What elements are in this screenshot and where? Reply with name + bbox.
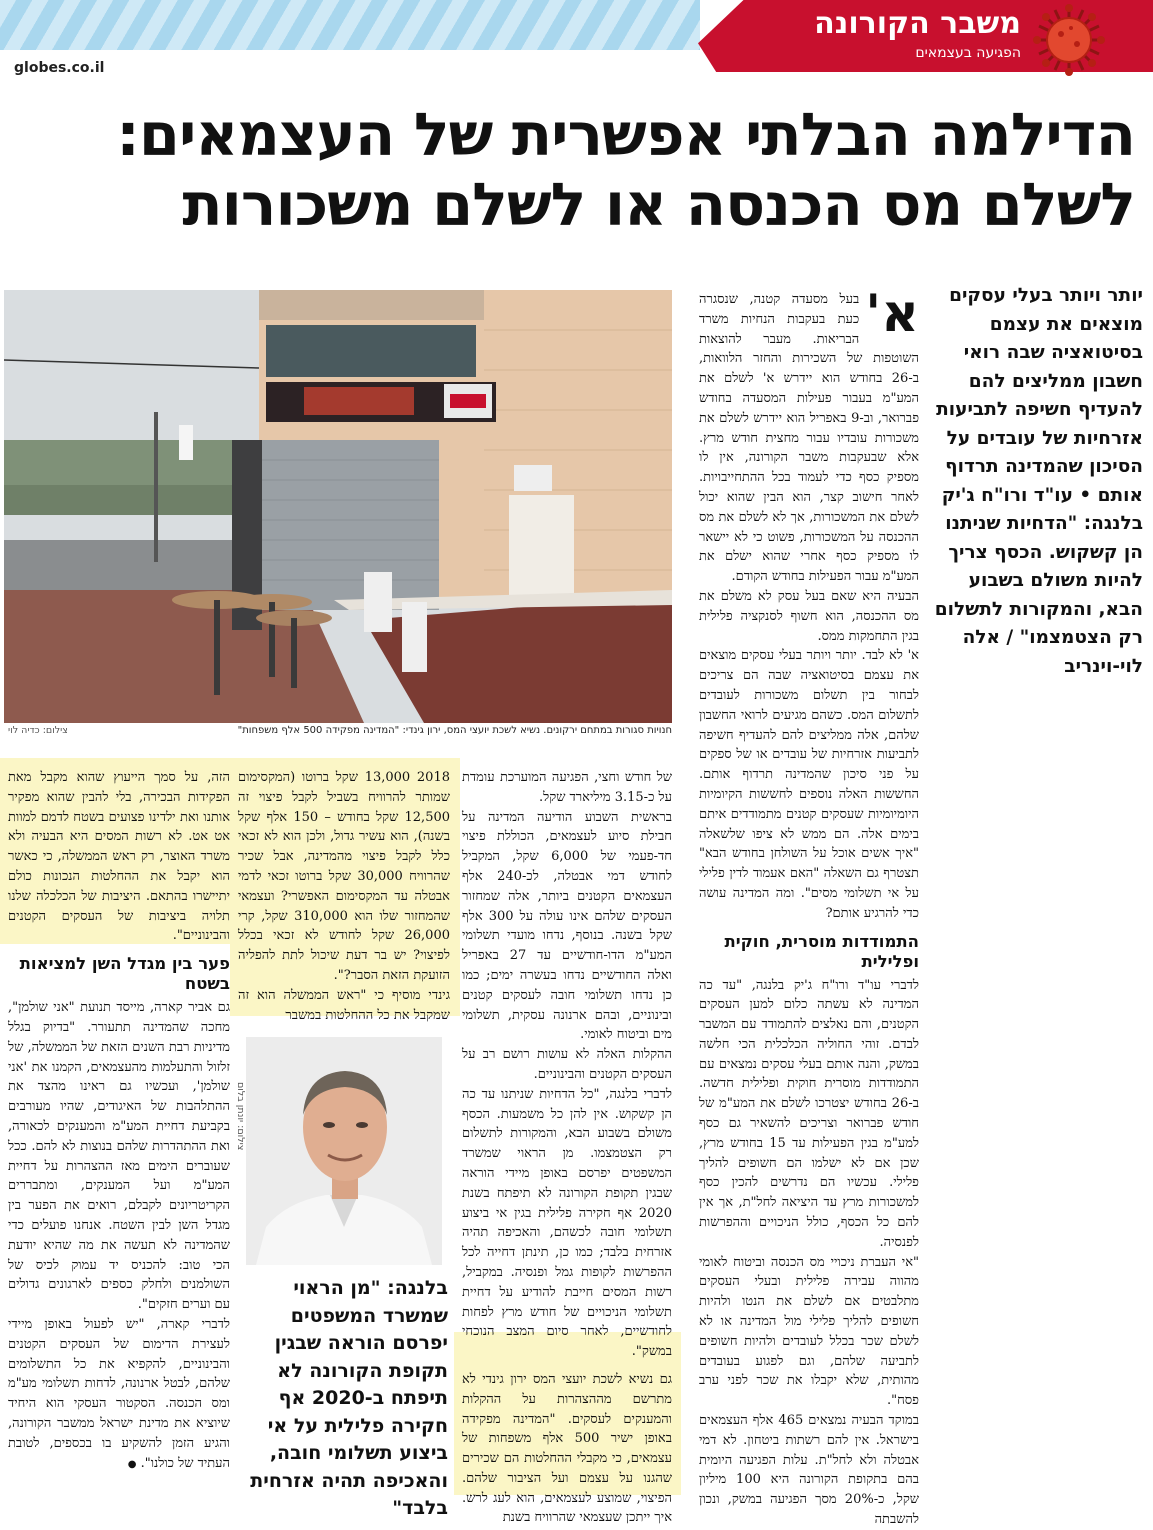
subheading: התמודדות מוסרית, חוקית ופלילית	[724, 931, 919, 971]
paragraph-text: לדברי קארה, "יש לפעול באופן מיידי לעצירת הדימום של העסקים הקטנים והבינוניים, להקפיא את כל התשלומים שלהם, לבטל ארנונה, לדחות תשלומי מע"מ ומס הכנסה. הסקטור העסקי הוא היחיד שיוציא את מדינת ישראל ממשבר הקורונה, והגיע הזמן להשקיע בו בכספים, לטובת העתיד של כולנו".	[8, 1316, 230, 1471]
article-column-1	[699, 284, 919, 1530]
paragraph: לדברי עו"ד ורו"ח ג'יק בלנגה, "עד כה המדינה לא עשתה כלום למען העסקים הקטנים, והם נאלצים להתמודד עם המשבר לבדם. זוהי החוליה הכלכלית הכי חלשה במשק, והנה אותם בעלי עסקים נמצאים עם התמודדות מוסרית חוקית ופלילית חדשה. ב-26 בחודש יצטרכו לשלם את המע"מ של חודש פברואר וצריכים להשאיר גם כסף למע"מ בגין הפעילות עד 15 בחודש מרץ, שכן אם לא ישלמו הם חשופים להליך פלילי. עכשיו הם נדרשים להכין כסף למשכורות מרץ עד היציאה לחל"ת, אך אין להם כל הכסף, כולל הניכויים וההפרשות לפנסיה.	[699, 977, 919, 1250]
paragraph: של חודש וחצי, הפגיעה המוערכת עומדת על כ-3.15 מיליארד שקל.	[462, 770, 672, 805]
photo-credit: צילום: כדיה לוי	[8, 725, 68, 736]
section-title: משבר הקורונה	[814, 6, 1021, 41]
paragraph: גינדי מוסיף כי "ראש הממשלה הוא זה שמקבל את כל ההחלטות במשבר	[238, 987, 450, 1023]
portrait-photo	[246, 1037, 442, 1265]
banner-stripes	[0, 0, 700, 50]
paragraph: לדברי בלנגה, "כל הדחיות שניתנו עד כה הן קשקוש. אין להן כל משמעות. הכסף משולם בשבוע הבא, והמקורות לתשלום רק הצטמצמו. מן הראוי שמשרד המשפטים יפרסם באופן מיידי הוראה שבגין תקופת הקורונה לא תיפתח בשנת 2020 אף חקירה פלילית בגין אי ביצוע תשלומי חובה לכשהם, והאכיפה תהיה אזרחית בלבד; כמו כן, תינתן דחייה לכל ההפרשות לקופות גמל ופנסיה. במקביל, רשות המסים חייבת להודיע על דחיית תשלומי הניכויים של חודש מרץ לפחות לחודשיים, לאחר סיום המצב הנוכחי במשק".	[462, 1086, 672, 1360]
paragraph: גם נשיא לשכת יועצי המס ירון גינדי לא מתרשם מההצהרות על ההקלות והמענקים לעסקים. "המדינה מפקידה באופן ישיר 500 אלף משפחות של עצמאים, כי מקבלי ההחלטות הם שכירים שהגנו על עצמם ועל הציבור שלהם. הפיצוי, שמוצע לעצמאים, הוא לעג לרש. איך ייתכן שעצמאי שהרוויח בשנת	[462, 1371, 672, 1526]
pull-quote: בלנגה: "מן הראוי שמשרד המשפטים יפרסם הוראה שבגין תקופת הקורונה לא תיפתח ב-2020 אף חקירה פלילית על אי ביצוע תשלומי חובה, והאכיפה תהיה אזרחית בלבד"	[250, 1277, 448, 1519]
end-mark: ●	[127, 1458, 137, 1470]
paragraph	[8, 1315, 230, 1474]
article-column-4	[8, 768, 230, 1474]
section-banner	[0, 0, 1153, 76]
coronavirus-icon	[1033, 4, 1105, 76]
photo-credit: צילום: יונתן בלום	[235, 1082, 246, 1151]
paragraph: הזה, על סמך הייעוץ שהוא מקבל מאת הפקידות הבכירה, בלי להבין שהוא מפקיר אותנו ואת ילדינו פצועים בשטח לדמם למוות אט אט. לא רשות המסים היא הבעיה ולא משרד האוצר, רק ראש הממשלה, כי כאשר הוא יקבל את ההחלטות הנכונות כולם יתיישרו בהתאם. היציבות של הכלכלה שלנו תלויה ביציבות של העסקים הקטנים והבינוניים".	[8, 770, 230, 944]
drop-cap: א'	[865, 284, 919, 344]
paragraph: בעל מסעדה קטנה, שנסגרה כעת בעקבות הנחיות משרד הבריאות. מעבר להוצאות השוטפות של השכירות והחזר הלוואות, ב-26 בחודש הוא יידרש א' לשלם את המע"מ בעבור פעילות המסעדה בחודש פברואר, וב-9 באפריל הוא יידרש לשלם את משכורות עובדיו עבור מחצית חודש מרץ. אלא שבעקבות משבר הקורונה, אין לו מספיק כסף כדי לעמוד בכל ההתחייבויות. לאחר חישוב קצר, הוא הבין שהוא יכול לשלם את המשכורות, אך לא לשלם את מס ההכנסה על המשכורות, פשוט כי לא יישאר לו מספיק כסף אחרי שהוא ישלם את המע"מ עבור הפעילות בחודש הקודם.	[699, 292, 919, 585]
subheading: פער בין מגדל השן למציאות בשטח	[19, 954, 230, 994]
article-column-2	[462, 768, 672, 1528]
paragraph: 2018 13,000 שקל ברוטו (המקסימום שמותר להרוויח בשביל לקבל פיצוי זה 12,500 שקל בחודש – 150 אלף שקל בשנה), הוא עשיר גדול, ולכן הוא לא זכאי כלל לקבל פיצוי מהמדינה, אבל שכיר שהרוויח 30,000 שקל ברוטו זכאי לדמי אבטלה עד המקסימום האפשרי? ועצמאי שהמחזור שלו הוא 310,000 שקל, קרי 26,000 שקל לחודש לא זכאי בכלל לפיצוי? יש בר דעת שיכול לתת להפליה הזועקת הזאת הסבר?".	[238, 770, 451, 983]
paragraph: ההקלות האלה לא עושות רושם רב על העסקים הקטנים והבינוניים.	[462, 1047, 672, 1082]
photo-caption: חנויות סגורות במתחם ירקונים. נשיא לשכת יועצי המס, ירון גינדי: "המדינה מפקידה 500 אלף משפחות"	[237, 725, 672, 736]
site-url: globes.co.il	[14, 60, 105, 76]
article-column-3	[238, 768, 450, 1025]
lead-text: יותר ויותר בעלי עסקים מוצאים את עצמם בסיטואציה שבה רואי חשבון ממליצים להם להעדיף חשיפה לתביעות אזרחיות של עובדים על הסיכון שהמדינה תרדוף אותם • עו"ד ורו"ח ג'יק בלנגה: "הדחיות שניתנו הן קשקוש. הכסף צריך להיות משולם בשבוע הבא, והמקורות לתשלום רק הצטמצמו"	[934, 285, 1143, 648]
section-subtitle: הפגיעה בעצמאים	[915, 45, 1021, 61]
paragraph: "אי העברת ניכויי מס הכנסה וביטוח לאומי מהווה עבירה פלילית ובעלי העסקים מתלבטים אם לשלם את הנטו ולהיות חשופים להליך פלילי מול המדינה או לא לשלם שכר בכלל לעובדים ולהיות חשופים לתביעה שלהם, וגם לפגוע בעובדים מהותית, שלא יקבלו את שכר לפני ערב פסח".	[699, 1254, 919, 1409]
paragraph: א' לא לבד. יותר ויותר בעלי עסקים מוצאים את עצמם בסיטואציה שבה הם צריכים לבחור בין תשלום משכורות לעובדים לתשלום המס. כשהם מגיעים לרואי החשבון שלהם, אלה ממליצים להם להעדיף חשיפה לתביעות אזרחיות של עובדים או של ספקים על פני סיכון שהמדינה תרדוף אותם. החששות האלה נוספים לחששות הקיומיות היומיומיות שעסקים קטנים מתמודדים איתם בימים אלה. הם ממש לא ציפו שלשאלה "איך אשים אוכל על השולחן בחודש הבא" תצטרף גם השאלה "האם אעמוד לדין פלילי על אי תשלומי מסים". ומה המדינה עושה כדי להרגיע אותם?	[699, 648, 919, 921]
article-lead	[933, 282, 1143, 681]
paragraph: בראשית השבוע הודיעה המדינה על חבילת סיוע לעצמאים, הכוללת פיצוי חד-פעמי של 6,000 שקל, המקביל לחודש דמי אבטלה, לכ-240 אלף העצמאים הקטנים ביותר, אלה שמחזור העסקים שלהם אינו עולה על 300 אלף שקל בשנה. בנוסף, נדחו מועדי תשלומי המע"מ הדו-חודשיים עד 27 באפריל ואלה החודשיים נדחו בעשרה ימים; כמו כן נדחו תשלומי חובה לעסקים קטנים ובינוניים, ובהם ארנונה עסקית, תשלומי מים וביטוח לאומי.	[462, 809, 673, 1043]
article-headline: הדילמה הבלתי אפשרית של העצמאים: לשלם מס הכנסה או לשלם משכורות	[116, 100, 1135, 239]
byline: / אלה לוי-וינריב	[962, 627, 1143, 677]
storefront-photo	[4, 290, 672, 723]
paragraph: הבעיה היא שאם בעל עסק לא משלם את מס ההכנסה, הוא חשוף לסנקציה פלילית בגין התחמקות ממס.	[699, 588, 919, 644]
paragraph: גם אביר קארה, מייסד תנועת "אני שולמן", מחכה שהמדינה תתעורר. "בדיוק בגלל מדיניות רבת השנים הזאת של הממשלה, של זלזול והתעלמות מהעצמאים, הקמנו את 'אני שולמן', ועכשיו גם ראינו מהצד את ההתלהבות של האיגודים, שהיו מעורבים בקביעת דחיית המע"מ והמענקים לכאורה, ואת ההתהדרות שלהם בנוצות לא להם. ככל שעוברים הימים מאז ההצהרות על דחיית המע"מ ועל המענקים, ומתבררים הקריטריונים לקבלם, רואים את הפער בין מגדל השן לבין השטח. אנחנו פועלים כדי שהמדינה לא תעשה את מה שהיא יודעת הכי טוב: להכניס יד עמוק לכיס של השולמנים ולחלק כספים לארגונים גדולים עם וערים חזקים".	[8, 1000, 230, 1313]
paragraph: במוקד הבעיה נמצאים 465 אלף העצמאים בישראל. אין להם רשתות ביטחון. לא דמי אבטלה ולא לחל"ת. עלות הפגיעה היומית בהם בתקופת הקורונה היא 100 מיליון שקל, כ-20% מסך הפגיעה במשק, ונכון להשבתה	[699, 1413, 919, 1528]
